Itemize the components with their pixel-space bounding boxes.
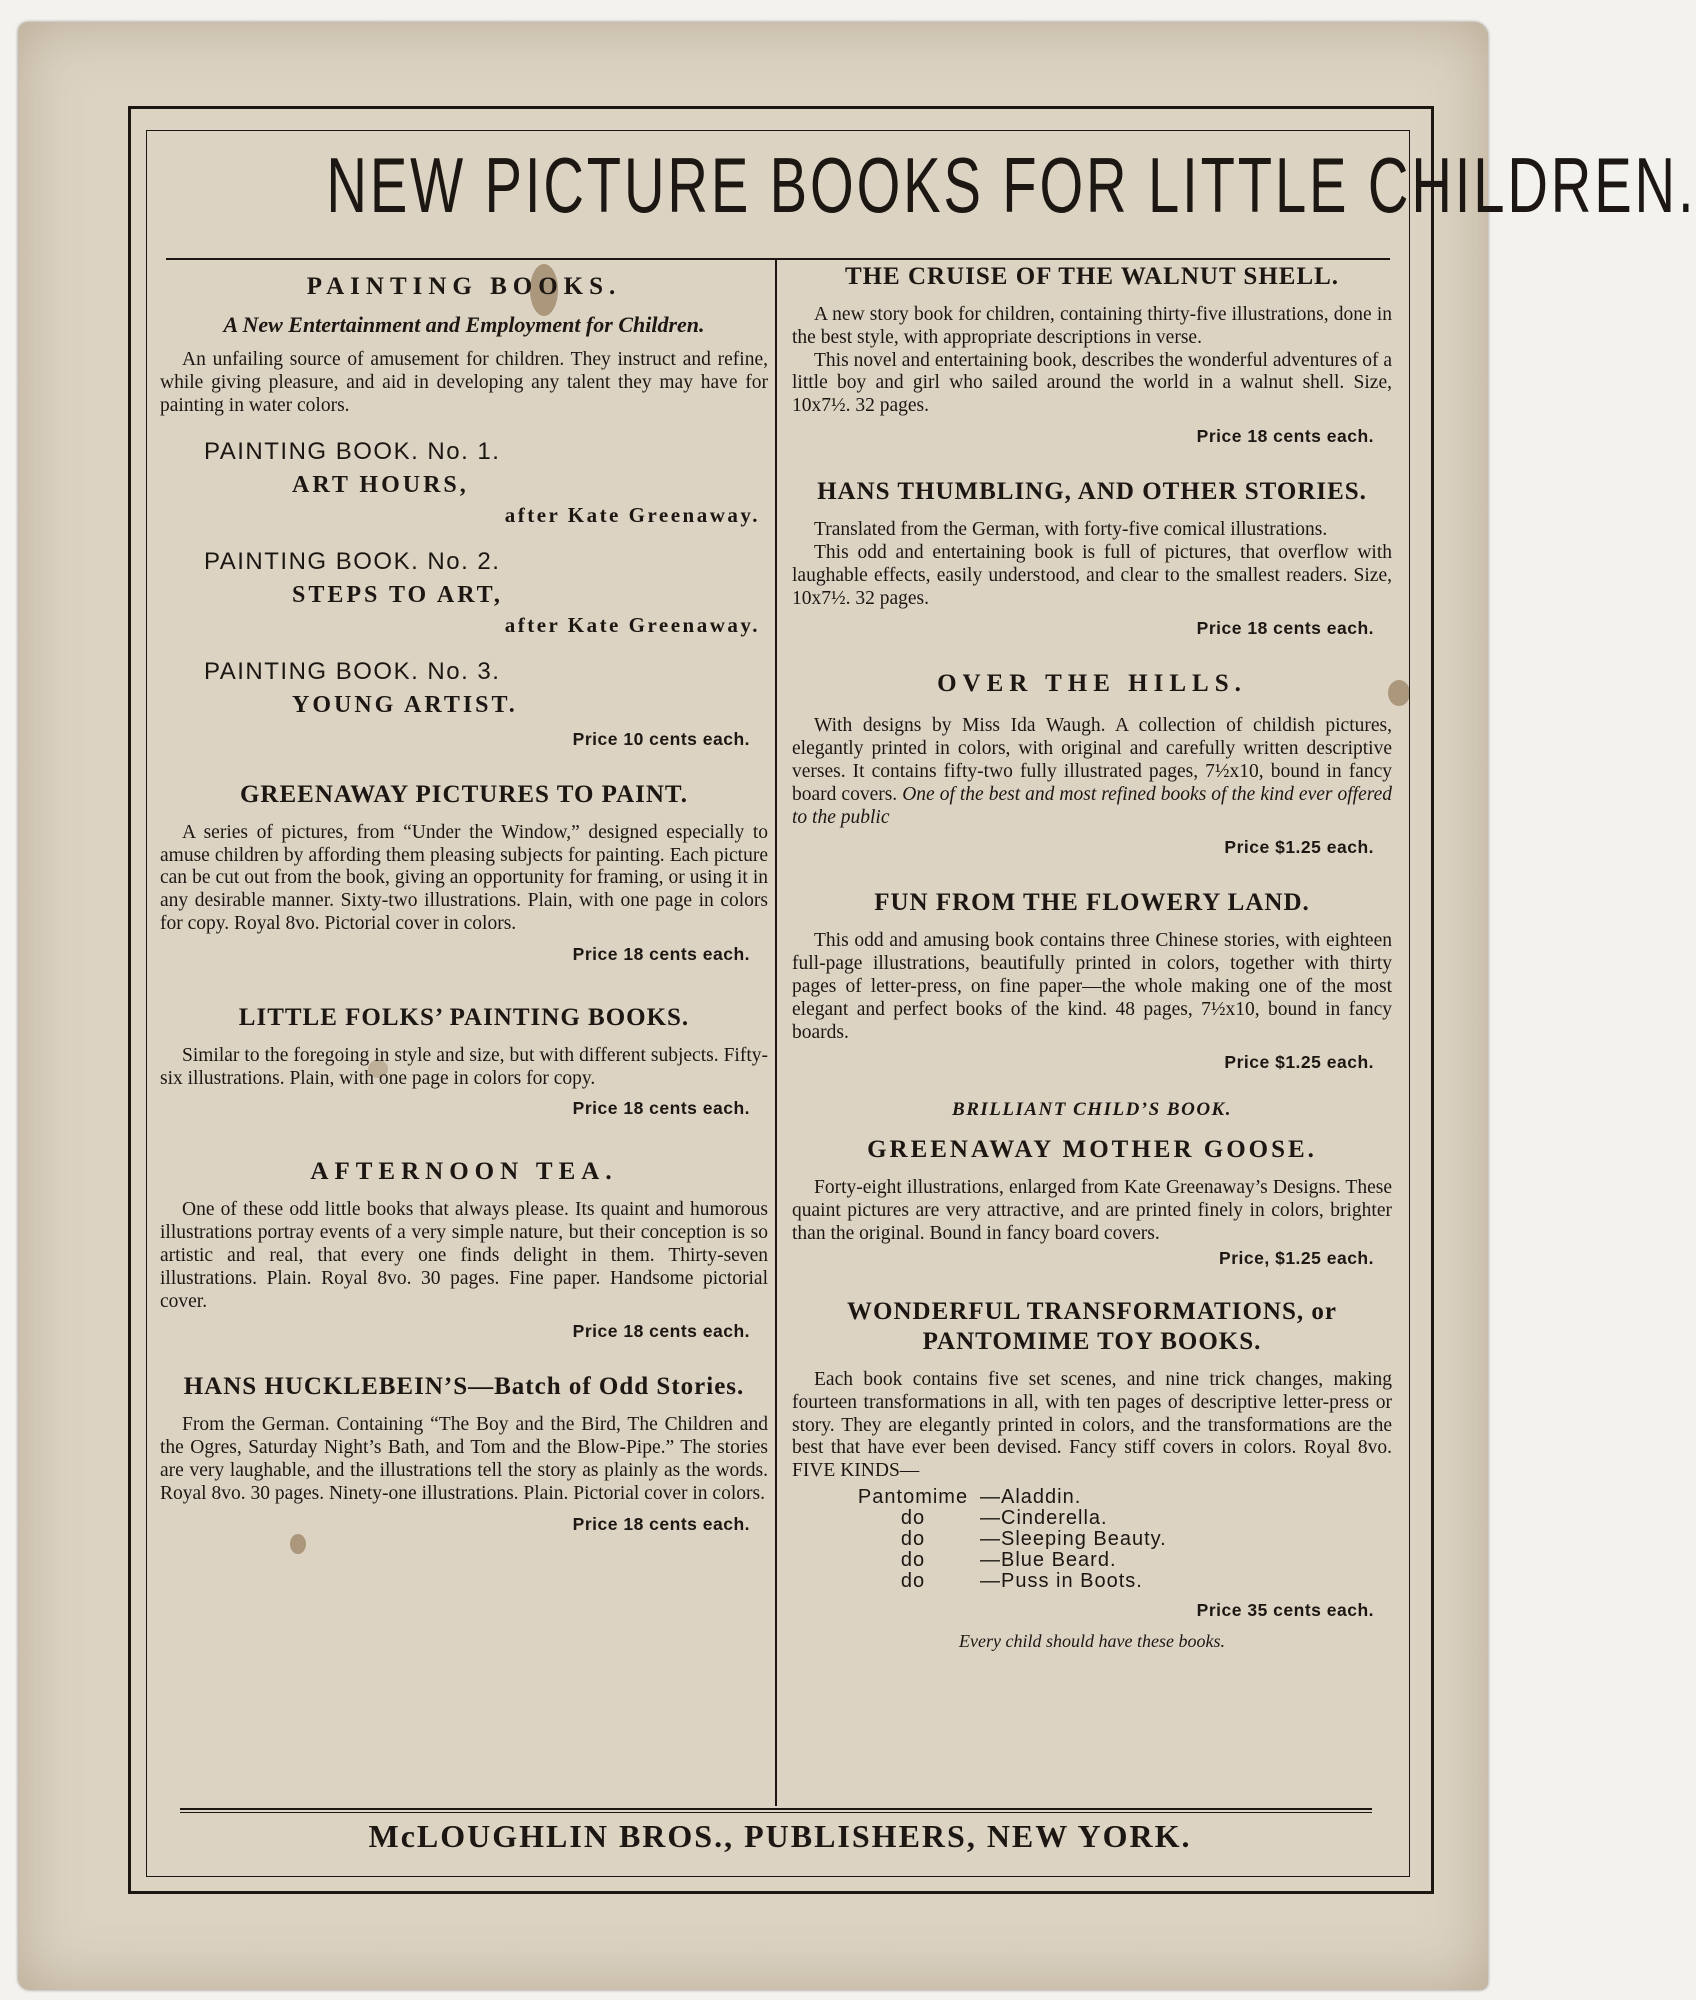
bottom-rule [180, 1812, 1372, 1813]
price-label: Price $1.25 each. [1224, 1052, 1374, 1073]
section-title: LITTLE FOLKS’ PAINTING BOOKS. [238, 1003, 690, 1031]
section-body: Similar to the foregoing in style and size, but with different subjects. Fifty-six illustrations. Plain, with one page in colors for copy. [160, 1044, 768, 1089]
right-column [792, 262, 1392, 1652]
kind-label: do [900, 1527, 926, 1550]
list-item [850, 1529, 1392, 1550]
section-body: From the German. Containing “The Boy and the Bird, The Children and the Ogres, Saturday Night’s Bath, and Tom and the Blow-Pipe.” The stories are very laughable, and the illustrations tell the story as plainly as the words. Royal 8vo. 30 pages. Ninety-one illustrations. Plain. Pictorial cover in colors. [160, 1414, 768, 1504]
section-title: PANTOMIME TOY BOOKS. [922, 1327, 1262, 1355]
section-body: A new story book for children, containing thirty-five illustrations, done in the best style, with appropriate descriptions in verse. [792, 304, 1392, 348]
section-body [792, 715, 1392, 829]
left-column [160, 272, 768, 1535]
kind-title: —Puss in Boots. [980, 1569, 1143, 1592]
little-folks-section [160, 1003, 768, 1120]
price-label: Price 18 cents each. [1196, 618, 1374, 639]
flowery-land-section [792, 888, 1392, 1073]
book-author: after Kate Greenaway. [504, 502, 760, 527]
column-divider [775, 258, 777, 1806]
list-item [850, 1487, 1392, 1508]
book-name: ART HOURS, [292, 471, 469, 498]
kind-title: —Blue Beard. [980, 1548, 1117, 1571]
page-title: NEW PICTURE BOOKS FOR LITTLE CHILDREN. [326, 141, 1696, 229]
section-title: HANS HUCKLEBEIN’S—Batch of Odd Stories. [183, 1373, 745, 1401]
body-text: With designs by Miss Ida Waugh. A collection of childish pictures, elegantly printed in colors, with original and carefully written descriptive verses. It contains fifty-two fully illustrated pages, 7½x10, bound in fancy board covers. [792, 715, 1392, 805]
kind-label: Pantomime [857, 1485, 969, 1508]
list-item [850, 1508, 1392, 1529]
section-subtitle: A New Entertainment and Employment for Children. [223, 312, 705, 337]
book-number: PAINTING BOOK. No. 3. [204, 657, 501, 685]
price-label: Price 18 cents each. [572, 1321, 750, 1342]
footer-note: Every child should have these books. [959, 1630, 1225, 1651]
painting-book-2 [160, 548, 768, 638]
book-name: YOUNG ARTIST. [292, 691, 518, 718]
greenaway-pictures-section [160, 780, 768, 965]
section-title: FUN FROM THE FLOWERY LAND. [874, 889, 1310, 917]
price-label: Price 18 cents each. [572, 1098, 750, 1119]
book-number: PAINTING BOOK. No. 2. [204, 547, 501, 575]
section-title: HANS THUMBLING, AND OTHER STORIES. [817, 478, 1367, 506]
price-label: Price 18 cents each. [572, 1513, 750, 1534]
title-rule [166, 258, 1390, 260]
kind-label: do [900, 1506, 926, 1529]
publisher-line: McLOUGHLIN BROS., PUBLISHERS, NEW YORK. [368, 1818, 1192, 1854]
kind-title: —Cinderella. [980, 1506, 1108, 1529]
body-italic: One of the best and most refined books of the kind ever offered to the public [792, 783, 1392, 828]
price-label: Price 35 cents each. [1196, 1599, 1374, 1620]
price-label: Price 18 cents each. [1196, 426, 1374, 447]
book-author: after Kate Greenaway. [504, 612, 760, 637]
section-body: This odd and entertaining book is full of pictures, that overflow with laughable effects, easily understood, and clear to the smallest readers. Size, 10x7½. 32 pages. [792, 541, 1392, 609]
section-body: A series of pictures, from “Under the Window,” designed especially to amuse children by affording them pleasing subjects for painting. Each picture can be cut out from the book, giving an opportunity for framing, or using it in any desirable manner. Sixty-two illustrations. Plain, with one page in colors for copy. Royal 8vo. Pictorial cover in colors. [160, 821, 768, 934]
section-body: Each book contains five set scenes, and nine trick changes, making fourteen transformations in all, with ten pages of descriptive letter-press or story. They are elegantly printed in colors, and the transformations are the best that have ever been devised. Fancy stiff covers in colors. Royal 8vo. FIVE KINDS— [792, 1368, 1392, 1482]
section-title: THE CRUISE OF THE WALNUT SHELL. [844, 263, 1340, 290]
kind-label: do [900, 1569, 926, 1592]
section-title: WONDERFUL TRANSFORMATIONS, or [847, 1297, 1337, 1325]
painting-book-3 [160, 658, 768, 719]
list-item [850, 1550, 1392, 1571]
section-body: One of these odd little books that always please. Its quaint and humorous illustrations portray events of a very simple nature, but their conception is so artistic and real, that every one finds delight in them. Thirty-seven illustrations. Plain. Royal 8vo. 30 pages. Fine paper. Handsome pictorial cover. [160, 1199, 768, 1312]
painting-book-1 [160, 438, 768, 528]
section-title: AFTERNOON TEA. [310, 1158, 618, 1186]
price-label: Price, $1.25 each. [1219, 1247, 1374, 1268]
kind-label: do [900, 1548, 926, 1571]
hucklebein-section [160, 1372, 768, 1534]
brilliant-label: BRILLIANT CHILD’S BOOK. [952, 1099, 1232, 1121]
list-item [850, 1571, 1392, 1592]
bottom-rule [180, 1808, 1372, 1810]
kind-title: —Aladdin. [980, 1485, 1082, 1508]
section-title: OVER THE HILLS. [937, 670, 1247, 698]
price-label: Price $1.25 each. [1224, 837, 1374, 858]
price-label: Price 18 cents each. [572, 943, 750, 964]
walnut-shell-section [792, 262, 1392, 447]
transformations-section [792, 1297, 1392, 1652]
book-number: PAINTING BOOK. No. 1. [204, 437, 501, 465]
over-the-hills-section [792, 669, 1392, 858]
hans-thumbling-section [792, 477, 1392, 639]
afternoon-tea-section [160, 1157, 768, 1342]
section-title: GREENAWAY PICTURES TO PAINT. [239, 780, 688, 808]
section-body: An unfailing source of amusement for children. They instruct and refine, while giving pleasure, and aid in developing any talent they may have for painting in water colors. [160, 349, 768, 416]
section-body: This novel and entertaining book, describes the wonderful adventures of a little boy and girl who sailed around the world in a walnut shell. Size, 10x7½. 32 pages. [792, 349, 1392, 417]
section-title: GREENAWAY MOTHER GOOSE. [867, 1136, 1317, 1164]
section-body: This odd and amusing book contains three Chinese stories, with eighteen full-page illustrations, beautifully printed in colors, together with thirty pages of letter-press, on fine paper—the whole making one of the most elegant and perfect books of the kind. 48 pages, 7½x10, bound in fancy boards. [792, 930, 1392, 1043]
section-body: Forty-eight illustrations, enlarged from Kate Greenaway’s Designs. These quaint pictures are very attractive, and are printed finely in colors, brighter than the original. Bound in fancy board covers. [792, 1177, 1392, 1245]
price-label: Price 10 cents each. [572, 728, 750, 749]
kinds-list [850, 1487, 1392, 1592]
mother-goose-section [792, 1135, 1392, 1268]
painting-books-section [160, 272, 768, 750]
kind-title: —Sleeping Beauty. [980, 1527, 1167, 1550]
section-title: PAINTING BOOKS. [306, 273, 622, 300]
section-body: Translated from the German, with forty-five comical illustrations. [814, 519, 1328, 541]
book-name: STEPS TO ART, [292, 581, 503, 608]
